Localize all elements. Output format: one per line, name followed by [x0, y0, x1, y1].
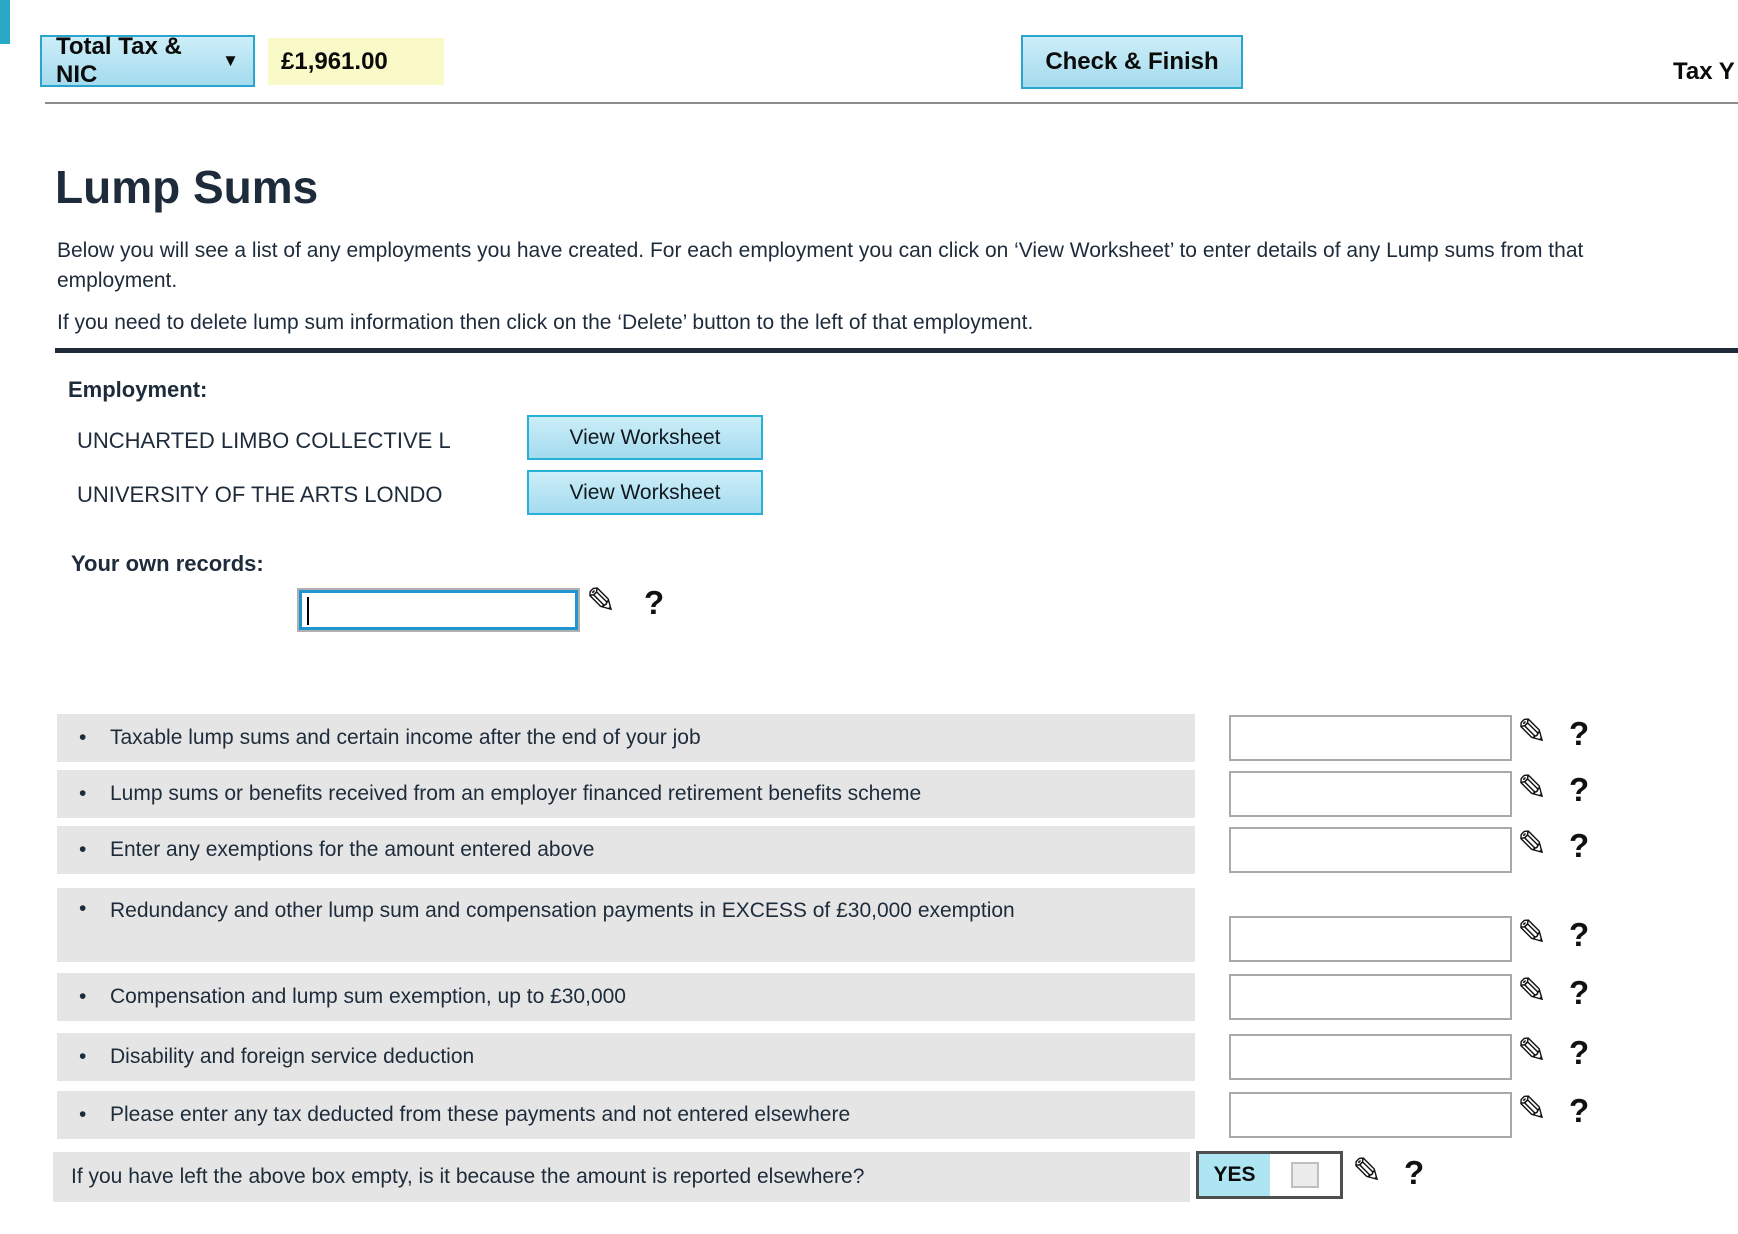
page-title: Lump Sums — [55, 161, 319, 213]
bullet-icon: • — [79, 1045, 87, 1068]
total-tax-nic-dropdown[interactable] — [40, 35, 255, 87]
pencil-icon[interactable]: ✎ — [1517, 711, 1548, 752]
focus-ring — [299, 590, 578, 630]
pencil-icon[interactable]: ✎ — [1517, 1088, 1548, 1129]
question-row — [57, 970, 1738, 1021]
yes-no-toggle[interactable] — [1196, 1151, 1343, 1199]
yes-option[interactable]: YES — [1199, 1154, 1270, 1196]
own-records-label: Your own records: — [71, 551, 264, 576]
checkbox-cell[interactable] — [1270, 1154, 1340, 1196]
help-icon[interactable]: ? — [1569, 827, 1590, 864]
question-band — [53, 1152, 1190, 1202]
bullet-icon: • — [79, 726, 87, 749]
question-label: Enter any exemptions for the amount entered above — [110, 838, 595, 861]
total-tax-nic-label: Total Tax & NIC — [56, 33, 182, 88]
top-divider — [45, 102, 1738, 104]
amount-input[interactable] — [1229, 827, 1512, 873]
help-icon[interactable]: ? — [1569, 974, 1590, 1011]
question-row — [57, 1088, 1738, 1139]
employment-name: UNIVERSITY OF THE ARTS LONDO — [77, 482, 443, 507]
view-worksheet-button[interactable] — [527, 415, 763, 460]
amount-input[interactable] — [1229, 916, 1512, 962]
pencil-icon[interactable]: ✎ — [1517, 1030, 1548, 1071]
own-records-input[interactable] — [297, 588, 580, 632]
pencil-icon[interactable]: ✎ — [1517, 823, 1548, 864]
pencil-icon[interactable]: ✎ — [1352, 1150, 1383, 1191]
employment-name: UNCHARTED LIMBO COLLECTIVE L — [77, 428, 451, 453]
bullet-icon: • — [79, 1103, 87, 1126]
intro-paragraph-1: Below you will see a list of any employments you have created. For each employment you can click on ‘View Worksheet’ to enter details of any Lump sums from that employment. — [57, 239, 1584, 292]
question-band — [57, 973, 1195, 1021]
question-label: Lump sums or benefits received from an employer financed retirement benefits scheme — [110, 782, 922, 805]
bullet-icon: • — [79, 897, 87, 920]
question-label: Please enter any tax deducted from these payments and not entered elsewhere — [110, 1103, 851, 1126]
question-label: If you have left the above box empty, is it because the amount is reported elsewhere? — [71, 1165, 865, 1188]
view-worksheet-button[interactable] — [527, 470, 763, 515]
question-band — [57, 1033, 1195, 1081]
question-row — [57, 1030, 1738, 1081]
final-question-row — [53, 1152, 1738, 1202]
question-label: Redundancy and other lump sum and compensation payments in EXCESS of £30,000 exemption — [110, 899, 1015, 922]
view-worksheet-label: View Worksheet — [569, 425, 721, 449]
help-icon[interactable]: ? — [1569, 1092, 1590, 1129]
question-row — [57, 711, 1738, 762]
amount-input[interactable] — [1229, 771, 1512, 817]
question-band — [57, 826, 1195, 874]
bullet-icon: • — [79, 782, 87, 805]
amount-input[interactable] — [1229, 715, 1512, 761]
section-divider — [55, 348, 1738, 353]
view-worksheet-label: View Worksheet — [569, 480, 721, 504]
amount-input[interactable] — [1229, 1092, 1512, 1138]
help-icon[interactable]: ? — [1569, 1034, 1590, 1071]
question-band — [57, 714, 1195, 762]
pencil-icon[interactable]: ✎ — [1517, 767, 1548, 808]
question-label: Taxable lump sums and certain income after the end of your job — [110, 726, 701, 749]
tax-year-label: Tax Y — [1673, 58, 1735, 85]
question-band — [57, 770, 1195, 818]
amount-input[interactable] — [1229, 1034, 1512, 1080]
employment-section-label: Employment: — [68, 377, 208, 402]
text-caret — [307, 597, 309, 625]
total-tax-amount — [268, 38, 444, 85]
left-edge-tab-fragment — [0, 0, 10, 44]
bullet-icon: • — [79, 838, 87, 861]
amount-input[interactable] — [1229, 974, 1512, 1020]
question-band — [57, 1091, 1195, 1139]
chevron-down-icon: ▼ — [222, 51, 239, 70]
pencil-icon[interactable]: ✎ — [1517, 912, 1548, 953]
pencil-icon[interactable]: ✎ — [1517, 970, 1548, 1011]
help-icon[interactable]: ? — [1569, 715, 1590, 752]
bullet-icon: • — [79, 985, 87, 1008]
pencil-icon[interactable]: ✎ — [586, 580, 617, 621]
question-label: Disability and foreign service deduction — [110, 1045, 475, 1068]
intro-paragraph-2: If you need to delete lump sum information then click on the ‘Delete’ button to the left of that employment. — [57, 311, 1034, 334]
question-row — [57, 767, 1738, 818]
checkbox[interactable] — [1291, 1162, 1319, 1188]
total-tax-amount-value: £1,961.00 — [281, 47, 388, 75]
question-row — [57, 823, 1738, 874]
help-icon[interactable]: ? — [1404, 1154, 1425, 1191]
help-icon[interactable]: ? — [644, 584, 665, 621]
question-label: Compensation and lump sum exemption, up to £30,000 — [110, 985, 626, 1008]
check-and-finish-button[interactable] — [1021, 35, 1243, 89]
question-band — [57, 888, 1195, 962]
help-icon[interactable]: ? — [1569, 916, 1590, 953]
question-row — [57, 888, 1738, 962]
help-icon[interactable]: ? — [1569, 771, 1590, 808]
check-and-finish-label: Check & Finish — [1045, 48, 1219, 75]
